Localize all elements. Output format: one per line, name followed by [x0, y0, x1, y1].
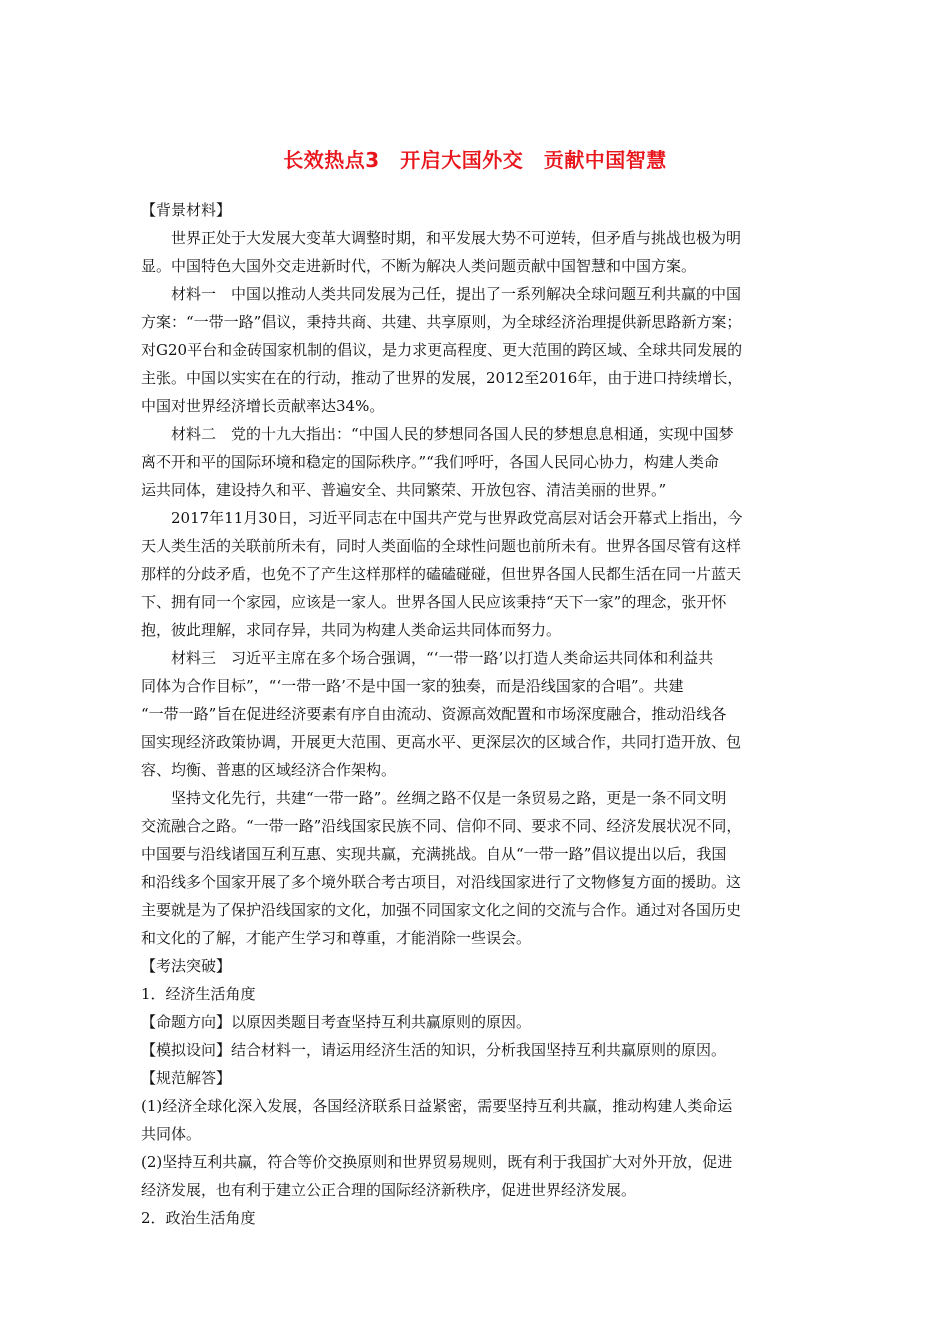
text-line: 方案：“一带一路”倡议，秉持共商、共建、共享原则，为全球经济治理提供新思路新方案； — [141, 313, 742, 331]
text-line: 交流融合之路。“一带一路”沿线国家民族不同、信仰不同、要求不同、经济发展状况不同， — [141, 817, 742, 835]
document-body — [141, 196, 811, 1232]
text-line: 【模拟设问】结合材料一，请运用经济生活的知识，分析我国坚持互利共赢原则的原因。 — [141, 1041, 727, 1059]
text-line: 世界正处于大发展大变革大调整时期，和平发展大势不可逆转，但矛盾与挑战也极为明 — [171, 229, 742, 247]
text-line: 同体为合作目标”，“‘一带一路’不是中国一家的独奏，而是沿线国家的合唱”。共建 — [141, 677, 684, 695]
text-line: (1)经济全球化深入发展，各国经济联系日益紧密，需要坚持互利共赢，推动构建人类命运 — [141, 1097, 733, 1115]
text-line: 材料一 中国以推动人类共同发展为己任，提出了一系列解决全球问题互利共赢的中国 — [171, 285, 742, 303]
text-line: 材料二 党的十九大指出：“中国人民的梦想同各国人民的梦想息息相通，实现中国梦 — [171, 425, 734, 443]
document-title: 长效热点3 开启大国外交 贡献中国智慧 — [283, 148, 667, 172]
text-line: 和文化的了解，才能产生学习和尊重，才能消除一些误会。 — [141, 929, 532, 947]
text-line: 天人类生活的关联前所未有，同时人类面临的全球性问题也前所未有。世界各国尽管有这样 — [141, 537, 742, 555]
text-line: 材料三 习近平主席在多个场合强调，“‘一带一路’以打造人类命运共同体和利益共 — [171, 649, 714, 667]
text-line: 【背景材料】 — [141, 201, 232, 219]
text-line: 坚持文化先行，共建“一带一路”。丝绸之路不仅是一条贸易之路，更是一条不同文明 — [171, 789, 727, 807]
text-line: 经济发展，也有利于建立公正合理的国际经济新秩序，促进世界经济发展。 — [141, 1181, 637, 1199]
text-line: 主要就是为了保护沿线国家的文化，加强不同国家文化之间的交流与合作。通过对各国历史 — [141, 901, 742, 919]
text-line: 【考法突破】 — [141, 957, 232, 975]
text-line: 1．经济生活角度 — [141, 985, 256, 1003]
text-line: 对G20平台和金砖国家机制的倡议，是力求更高程度、更大范围的跨区域、全球共同发展的 — [141, 341, 743, 359]
text-line: 那样的分歧矛盾，也免不了产生这样那样的磕磕碰碰，但世界各国人民都生活在同一片蓝天 — [141, 565, 742, 583]
text-line: 下、拥有同一个家园，应该是一家人。世界各国人民应该秉持“天下一家”的理念，张开怀 — [141, 593, 727, 611]
text-line: 运共同体，建设持久和平、普遍安全、共同繁荣、开放包容、清洁美丽的世界。” — [141, 481, 667, 499]
text-line: 国实现经济政策协调，开展更大范围、更高水平、更深层次的区域合作，共同打造开放、包 — [141, 733, 742, 751]
text-line: 2017年11月30日，习近平同志在中国共产党与世界政党高层对话会开幕式上指出，今 — [171, 509, 743, 527]
text-line: 共同体。 — [141, 1125, 202, 1143]
text-line: 中国对世界经济增长贡献率达34%。 — [141, 397, 385, 415]
text-line: 容、均衡、普惠的区域经济合作架构。 — [141, 761, 397, 779]
text-line: “一带一路”旨在促进经济要素有序自由流动、资源高效配置和市场深度融合，推动沿线各 — [141, 705, 727, 723]
text-line: (2)坚持互利共赢，符合等价交换原则和世界贸易规则，既有利于我国扩大对外开放，促进 — [141, 1153, 733, 1171]
text-line: 和沿线多个国家开展了多个境外联合考古项目，对沿线国家进行了文物修复方面的援助。这 — [141, 873, 742, 891]
text-line: 2．政治生活角度 — [141, 1209, 256, 1227]
text-line: 中国要与沿线诸国互利互惠、实现共赢，充满挑战。自从“一带一路”倡议提出以后，我国 — [141, 845, 727, 863]
text-line: 【命题方向】以原因类题目考查坚持互利共赢原则的原因。 — [141, 1013, 532, 1031]
text-line: 【规范解答】 — [141, 1069, 232, 1087]
text-line: 主张。中国以实实在在的行动，推动了世界的发展，2012至2016年，由于进口持续增长， — [141, 369, 743, 387]
text-line: 显。中国特色大国外交走进新时代，不断为解决人类问题贡献中国智慧和中国方案。 — [141, 257, 697, 275]
text-line: 抱，彼此理解，求同存异，共同为构建人类命运共同体而努力。 — [141, 621, 562, 639]
text-line: 离不开和平的国际环境和稳定的国际秩序。”“我们呼吁，各国人民同心协力，构建人类命 — [141, 453, 719, 471]
